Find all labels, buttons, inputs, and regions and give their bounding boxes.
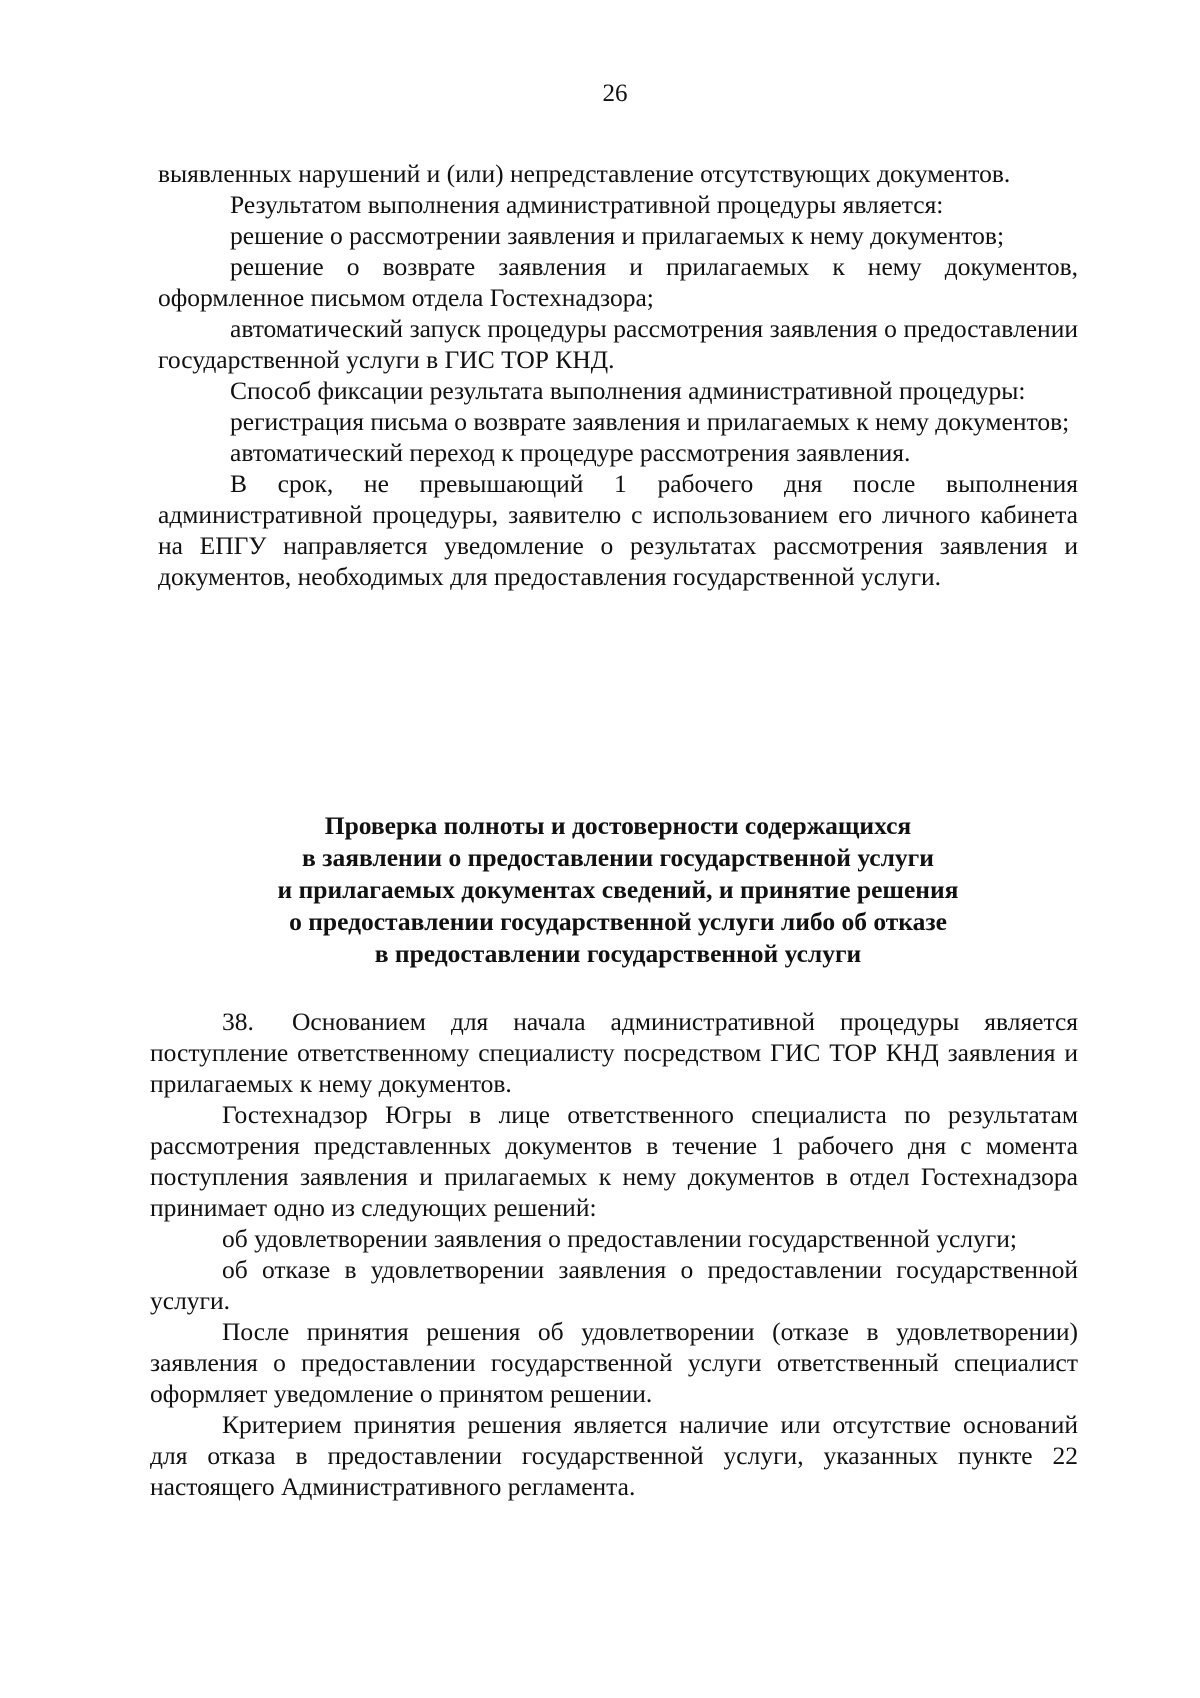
section-heading bbox=[158, 810, 1078, 970]
heading-line: в предоставлении государственной услуги bbox=[374, 939, 862, 968]
bottom-text-block bbox=[150, 1006, 1078, 1502]
paragraph: об отказе в удовлетворении заявления о предоставлении государственной услуги. bbox=[150, 1255, 1078, 1315]
paragraph: об удовлетворении заявления о предоставлении государственной услуги; bbox=[222, 1224, 1017, 1253]
paragraph: Результатом выполнения административной процедуры является: bbox=[230, 190, 944, 219]
point-number: 38. bbox=[222, 1007, 254, 1036]
heading-line: в заявлении о предоставлении государственной услуги bbox=[302, 843, 934, 872]
heading-line: и прилагаемых документах сведений, и принятие решения bbox=[277, 875, 959, 904]
paragraph: регистрация письма о возврате заявления и прилагаемых к нему документов; bbox=[230, 407, 1070, 436]
paragraph: выявленных нарушений и (или) непредставление отсутствующих документов. bbox=[158, 159, 1011, 188]
paragraph: Критерием принятия решения является наличие или отсутствие оснований для отказа в предоставлении государственной услуги, указанных пункте 22 настоящего Административного регламента. bbox=[150, 1410, 1078, 1501]
paragraph: В срок, не превышающий 1 рабочего дня после выполнения административной процедуры, заявителю с использованием его личного кабинета на ЕПГУ направляется уведомление о результатах рассмотрения заявления и документов, необходимых для предоставления государственной услуги. bbox=[158, 469, 1078, 591]
paragraph: Способ фиксации результата выполнения административной процедуры: bbox=[230, 376, 1026, 405]
heading-line: о предоставлении государственной услуги либо об отказе bbox=[289, 907, 947, 936]
point-38-paragraph bbox=[150, 1006, 1078, 1099]
page-number: 26 bbox=[602, 80, 628, 107]
paragraph: автоматический переход к процедуре рассмотрения заявления. bbox=[230, 438, 911, 467]
paragraph: Гостехнадзор Югры в лице ответственного специалиста по результатам рассмотрения представленных документов в течение 1 рабочего дня с момента поступления заявления и прилагаемых к нему документов в отдел Гостехнадзора принимает одно из следующих решений: bbox=[150, 1100, 1078, 1222]
top-text-block bbox=[158, 158, 1078, 592]
paragraph: решение о рассмотрении заявления и прилагаемых к нему документов; bbox=[230, 221, 1005, 250]
point-text: Основанием для начала административной процедуры является поступление ответственному специалисту посредством ГИС ТОР КНД заявления и прилагаемых к нему документов. bbox=[150, 1007, 1078, 1098]
heading-line: Проверка полноты и достоверности содержащихся bbox=[324, 811, 912, 840]
paragraph: решение о возврате заявления и прилагаемых к нему документов, оформленное письмом отдела Гостехнадзора; bbox=[158, 252, 1078, 312]
paragraph: автоматический запуск процедуры рассмотрения заявления о предоставлении государственной услуги в ГИС ТОР КНД. bbox=[158, 314, 1078, 374]
paragraph: После принятия решения об удовлетворении (отказе в удовлетворении) заявления о предоставлении государственной услуги ответственный специалист оформляет уведомление о принятом решении. bbox=[150, 1317, 1078, 1408]
